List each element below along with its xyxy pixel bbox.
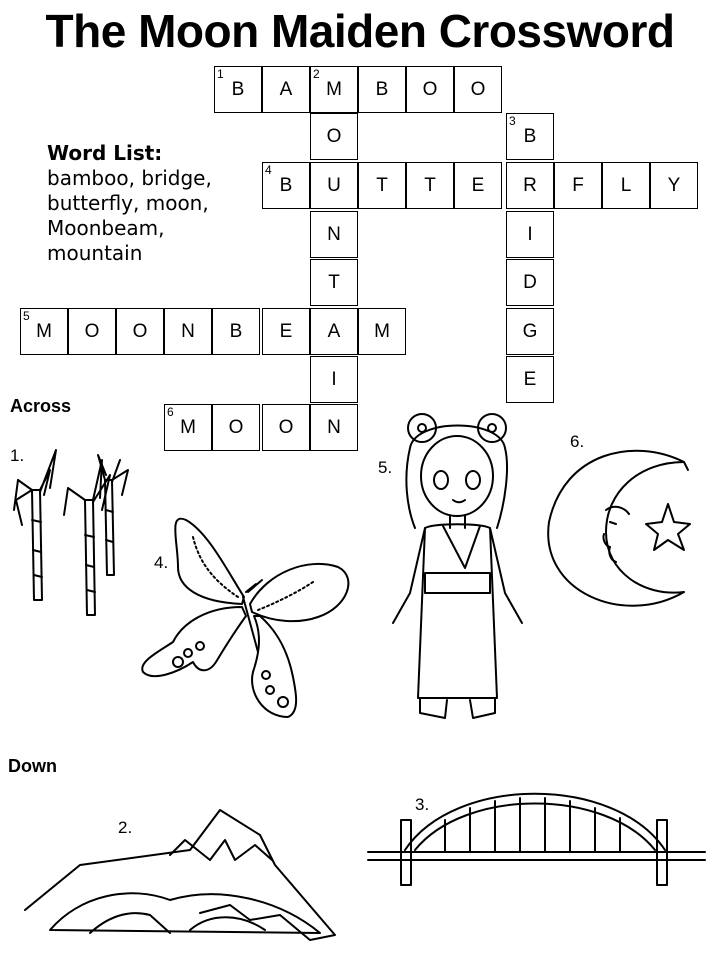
clue-number: 2 <box>313 67 320 81</box>
grid-cell[interactable] <box>506 162 554 209</box>
word-list-line: Moonbeam, <box>47 216 165 240</box>
grid-cell[interactable] <box>506 308 554 355</box>
grid-cell[interactable] <box>164 404 212 451</box>
bridge-icon <box>365 790 710 890</box>
cell-letter: Y <box>667 174 681 196</box>
word-list <box>47 141 212 266</box>
cell-letter: O <box>84 320 100 342</box>
cell-letter: F <box>572 174 584 196</box>
grid-cell[interactable] <box>310 356 358 403</box>
cell-letter: T <box>424 174 436 196</box>
grid-cell[interactable] <box>212 308 260 355</box>
grid-cell[interactable] <box>262 66 310 113</box>
grid-cell[interactable] <box>116 308 164 355</box>
cell-letter: M <box>374 320 390 342</box>
clue-number: 6 <box>167 405 174 419</box>
grid-cell[interactable] <box>358 308 406 355</box>
cell-letter: O <box>228 416 244 438</box>
clue-label-5: 5. <box>378 458 393 477</box>
clue-number: 3 <box>509 114 516 128</box>
grid-cell[interactable] <box>554 162 602 209</box>
cell-letter: L <box>620 174 632 196</box>
cell-letter: N <box>181 320 195 342</box>
cell-letter: B <box>231 78 245 100</box>
grid-cell[interactable] <box>506 113 554 160</box>
cell-letter: N <box>327 416 341 438</box>
cell-letter: E <box>523 368 537 390</box>
cell-letter: E <box>279 320 293 342</box>
cell-letter: O <box>470 78 486 100</box>
grid-cell[interactable] <box>214 66 262 113</box>
clue-number: 4 <box>265 163 272 177</box>
clue-label-4: 4. <box>154 553 169 572</box>
cell-letter: O <box>326 125 342 147</box>
grid-cell[interactable] <box>310 404 358 451</box>
word-list-heading: Word List: <box>47 141 163 165</box>
bamboo-icon <box>10 440 135 615</box>
cell-letter: G <box>522 320 538 342</box>
grid-cell[interactable] <box>262 308 310 355</box>
grid-cell[interactable] <box>506 259 554 306</box>
butterfly-icon <box>138 512 358 727</box>
grid-cell[interactable] <box>310 308 358 355</box>
cell-letter: I <box>527 223 533 245</box>
grid-cell[interactable] <box>20 308 68 355</box>
clue-label-3: 3. <box>415 795 430 814</box>
cell-letter: O <box>132 320 148 342</box>
grid-cell[interactable] <box>262 404 310 451</box>
cell-letter: N <box>327 223 341 245</box>
grid-cell[interactable] <box>310 66 358 113</box>
grid-cell[interactable] <box>358 66 406 113</box>
word-list-line: mountain <box>47 241 143 265</box>
cell-letter: O <box>278 416 294 438</box>
grid-cell[interactable] <box>310 113 358 160</box>
cell-letter: M <box>326 78 342 100</box>
across-heading: Across <box>10 396 72 416</box>
cell-letter: R <box>523 174 537 196</box>
grid-cell[interactable] <box>310 162 358 209</box>
page-title: The Moon Maiden Crossword <box>45 5 675 57</box>
cell-letter: U <box>327 174 341 196</box>
cell-letter: O <box>422 78 438 100</box>
clue-number: 5 <box>23 309 30 323</box>
clue-label-2: 2. <box>118 818 133 837</box>
word-list-line: bamboo, bridge, <box>47 166 212 190</box>
word-list-line: butterfly, moon, <box>47 191 209 215</box>
cell-letter: B <box>229 320 243 342</box>
grid-cell[interactable] <box>358 162 406 209</box>
clue-number: 1 <box>217 67 224 81</box>
grid-cell[interactable] <box>310 211 358 258</box>
cell-letter: A <box>279 78 293 100</box>
cell-letter: I <box>331 368 337 390</box>
cell-letter: A <box>327 320 341 342</box>
down-heading: Down <box>8 756 57 776</box>
clue-label-1: 1. <box>10 446 25 465</box>
grid-cell[interactable] <box>212 404 260 451</box>
grid-cell[interactable] <box>406 162 454 209</box>
cell-letter: E <box>471 174 485 196</box>
crescent-moon-icon <box>544 442 704 622</box>
cell-letter: B <box>279 174 293 196</box>
grid-cell[interactable] <box>506 211 554 258</box>
grid-cell[interactable] <box>506 356 554 403</box>
cell-letter: M <box>180 416 196 438</box>
grid-cell[interactable] <box>650 162 698 209</box>
grid-cell[interactable] <box>68 308 116 355</box>
cell-letter: M <box>36 320 52 342</box>
grid-cell[interactable] <box>406 66 454 113</box>
cell-letter: B <box>523 125 537 147</box>
moon-maiden-icon <box>385 408 530 733</box>
grid-cell[interactable] <box>262 162 310 209</box>
grid-cell[interactable] <box>602 162 650 209</box>
cell-letter: D <box>523 271 537 293</box>
grid-cell[interactable] <box>164 308 212 355</box>
cell-letter: T <box>376 174 388 196</box>
cell-letter: T <box>328 271 340 293</box>
mountain-icon <box>20 805 340 945</box>
cell-letter: B <box>375 78 389 100</box>
clue-label-6: 6. <box>570 432 585 451</box>
grid-cell[interactable] <box>310 259 358 306</box>
grid-cell[interactable] <box>454 66 502 113</box>
grid-cell[interactable] <box>454 162 502 209</box>
